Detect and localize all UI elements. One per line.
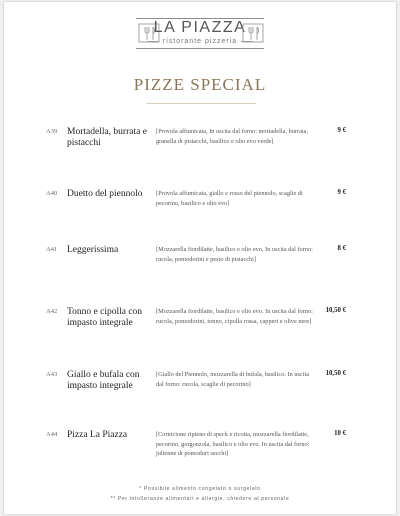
item-price: 10,50 € [325,307,346,314]
item-description: [Provola affumicata, giallo e rosso del piennolo, scaglie di pecorino, basilico e olio evo] [156,190,303,207]
item-price: 8 € [337,245,346,252]
item-name: Duetto del piennolo [67,189,143,199]
item-code: A41 [46,246,58,253]
item-price: 10 € [334,430,346,437]
brand-name: LA PIAZZA [153,19,247,36]
item-name: Leggerissima [67,245,119,255]
menu-page [4,2,396,514]
item-description: [Giallo del Piennolo, mozzarella di bufala, basilico. In uscita dal forno: rucola, scaglie di pecorino] [156,371,310,388]
item-description: [Mozzarella fiordilatte, basilico e olio evo. In uscita dal forno: rucola, pomodorini e pesto di pistacchi] [156,246,313,263]
item-code: A43 [46,371,58,378]
item-price: 9 € [337,189,346,196]
item-description: [Cornicione ripieno di speck e ricotta, mozzarella fiordilatte, pecorino, gorgonzola, basilico e olio evo. In uscita dal forno: julienne di pomodori secchi] [156,431,310,457]
item-code: A39 [46,128,58,135]
logo [4,18,396,50]
item-name: Pizza La Piazza [67,430,128,440]
section-title: PIZZE SPECIAL [133,75,267,94]
brand-tagline: ristorante pizzeria [162,38,238,45]
footnote-allergies: ** Per intolleranze alimentari e allergie, chiedere al personale [110,496,290,502]
tagline-dash [241,41,253,42]
item-name: Tonno e cipolla con impasto integrale [67,307,143,328]
item-code: A40 [46,190,58,197]
brand-tagline-row [4,38,396,45]
item-name: Mortadella, burrata e pistacchi [67,127,147,148]
item-code: A44 [46,431,58,438]
tagline-dash [147,41,159,42]
item-description: [Mozzarella fiordilatte, basilico e olio evo. In uscita dal forno: rucola, pomodorini, tonno, cipolla rossa, capperi e olive nere] [156,308,313,325]
section-title-rule [146,103,256,104]
item-price: 10,50 € [325,370,346,377]
item-code: A42 [46,308,58,315]
item-price: 9 € [337,127,346,134]
item-description: [Provola affumicata, In uscita dal forno: mortadella, burrata, granella di pistacchi, basilico e olio evo verde] [156,128,309,145]
footnote-frozen: * Possibile alimento congelato o surgelato [139,486,261,492]
item-name: Giallo e bufala con impasto integrale [67,370,140,391]
menu-footnotes [4,484,396,504]
logo-bottom-rule [136,48,264,49]
